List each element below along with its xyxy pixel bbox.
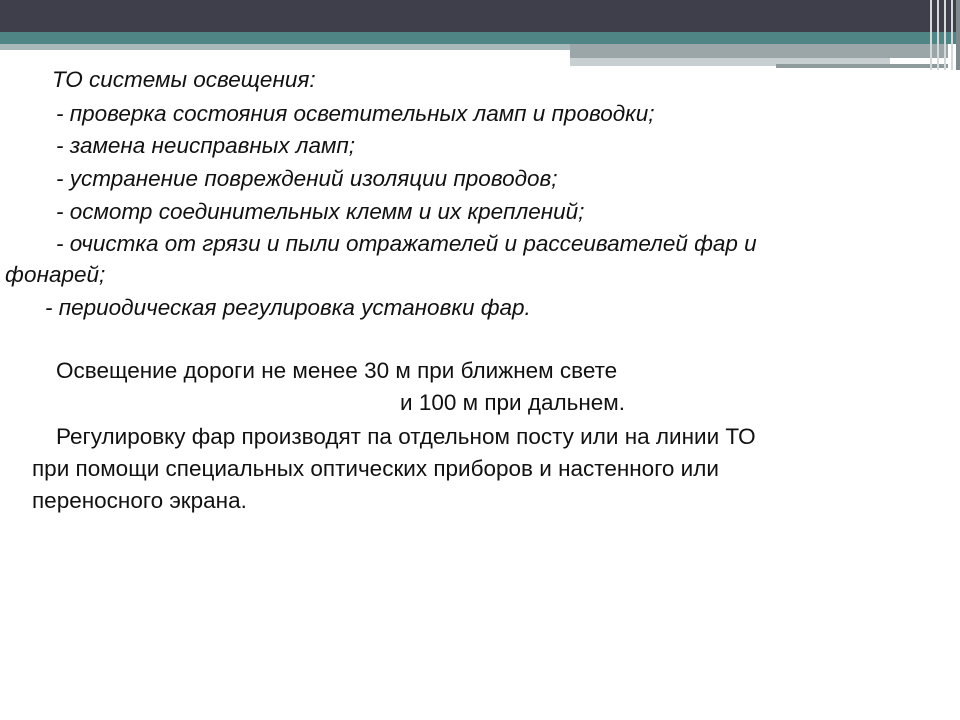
bullet-item: - периодическая регулировка установки фар. (45, 295, 531, 320)
paragraph-line: при помощи специальных оптических приборов и настенного или (32, 456, 719, 481)
header-vertical-line (951, 0, 953, 70)
paragraph-line: Освещение дороги не менее 30 м при ближнем свете (56, 358, 618, 383)
bullet-item: - замена неисправных ламп; (56, 133, 356, 158)
header-dark-bar (0, 0, 960, 32)
bullet-item: - устранение повреждений изоляции проводов; (56, 166, 558, 191)
bullet-item: - осмотр соединительных клемм и их креплений; (56, 199, 585, 224)
header-vertical-line (944, 0, 946, 70)
header-grey-block (570, 44, 948, 58)
paragraph-line: Регулировку фар производят па отдельном посту или на линии ТО (56, 424, 756, 449)
bullet-item: - проверка состояния осветительных ламп и проводки; (56, 101, 655, 126)
header-vertical-line (937, 0, 939, 70)
paragraph-line: переносного экрана. (32, 488, 247, 513)
header-thin-stripe (776, 64, 948, 68)
bullet-item-continuation: фонарей; (5, 262, 106, 287)
section-heading: ТО системы освещения: (52, 67, 316, 92)
header-vertical-line (930, 0, 932, 70)
header-teal-bar (0, 32, 960, 44)
header-vertical-edge (956, 0, 960, 70)
paragraph-line: и 100 м при дальнем. (400, 390, 625, 415)
bullet-item: - очистка от грязи и пыли отражателей и рассеивателей фар и (56, 231, 757, 256)
